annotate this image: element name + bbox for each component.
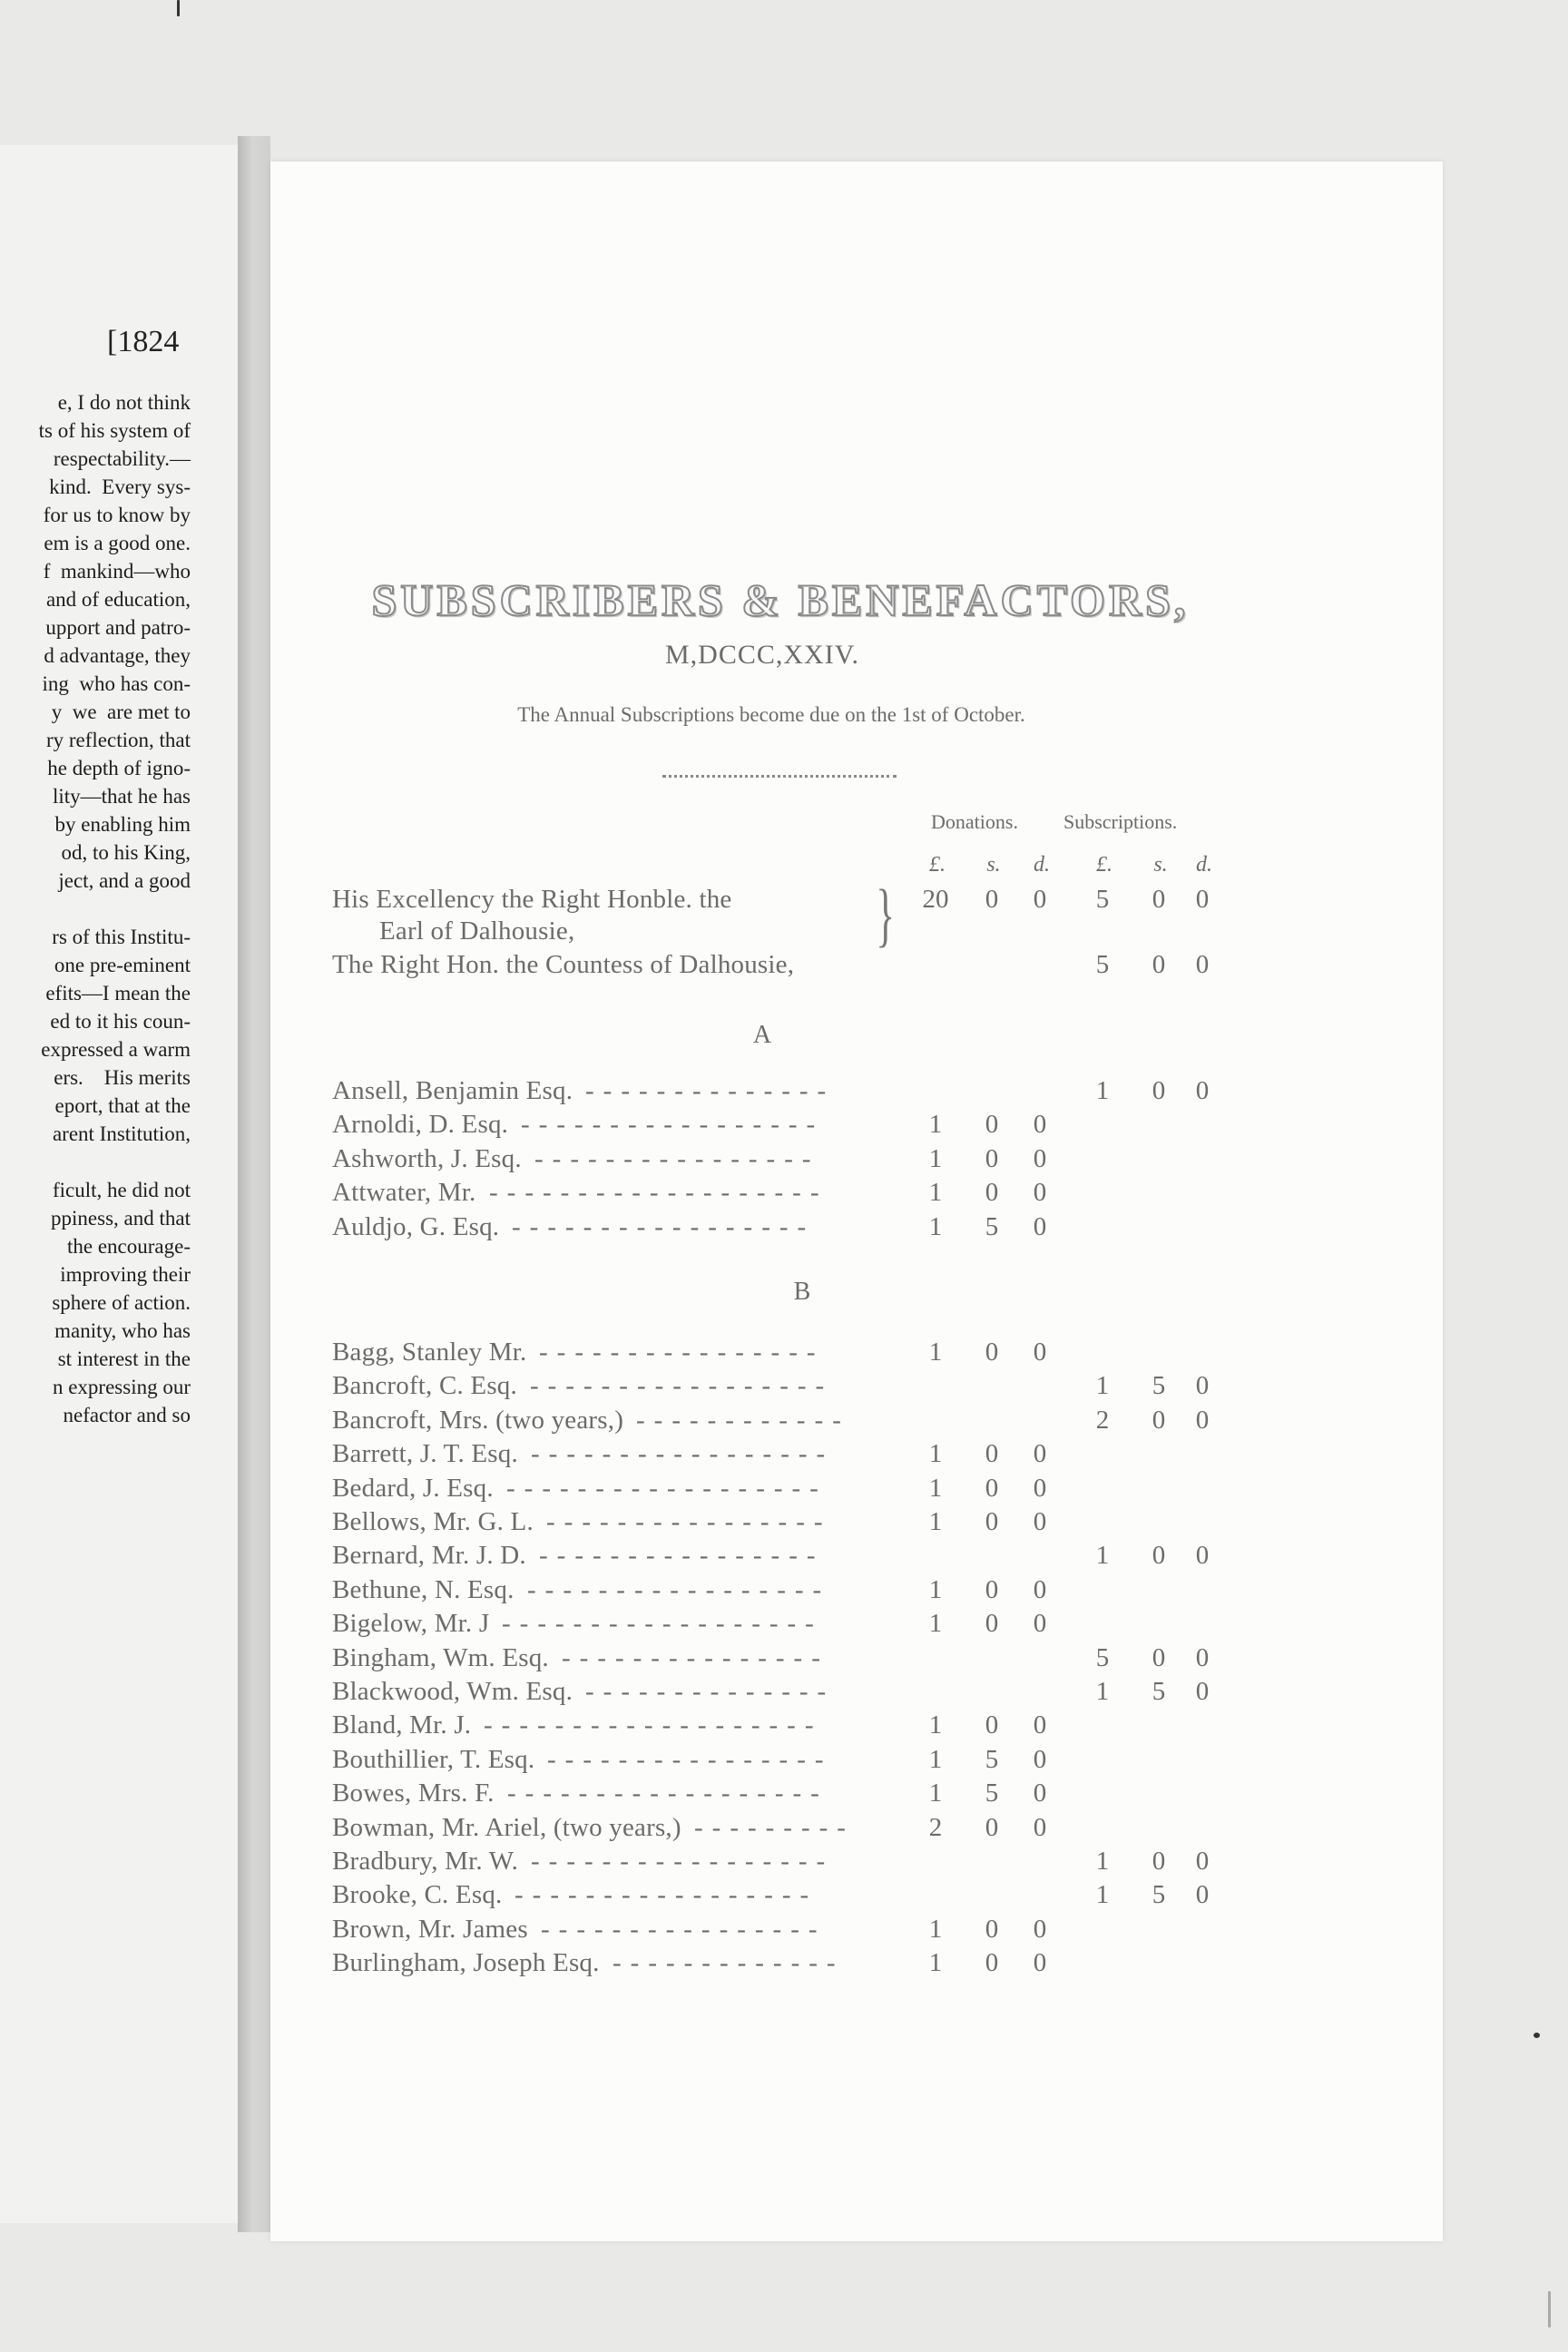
donation-shillings: 0	[985, 1507, 999, 1536]
donation-pounds: 1	[928, 1948, 943, 1977]
subscriber-name: Brooke, C. Esq.	[332, 1880, 503, 1909]
subscriber-name: Ansell, Benjamin Esq.	[332, 1076, 573, 1105]
table-row	[0, 1076, 1568, 1110]
film-speck	[1548, 2291, 1551, 2328]
subscriber-name: Bingham, Wm. Esq.	[332, 1643, 549, 1672]
donation-pounds: 1	[928, 1338, 943, 1367]
table-row	[0, 1745, 1568, 1779]
subscriber-name: Brown, Mr. James	[332, 1915, 528, 1944]
table-row	[0, 1677, 1568, 1710]
dot-leaders: ------------------	[506, 1474, 828, 1503]
donation-pounds: 1	[928, 1507, 943, 1536]
donation-pence: 0	[1033, 1710, 1047, 1740]
left-page-header: [1824	[107, 325, 180, 358]
dot-leaders: -----------------	[531, 1847, 835, 1876]
subscription-pence: 0	[1195, 1643, 1210, 1672]
donation-pounds: 20	[922, 885, 949, 914]
donation-pence: 0	[1033, 1439, 1047, 1468]
donation-pounds: 1	[928, 1110, 943, 1139]
donations-shilling-header: s.	[986, 853, 1001, 877]
dot-leaders: ------------------	[502, 1609, 823, 1638]
dot-leaders: -------------------	[484, 1710, 823, 1740]
dot-leaders: ----------------	[541, 1915, 827, 1944]
subscriber-name: Burlingham, Joseph Esq.	[332, 1948, 600, 1977]
subscriber-name: Blackwood, Wm. Esq.	[332, 1677, 573, 1706]
section-letter-b: B	[793, 1278, 811, 1306]
subscription-pounds: 1	[1095, 1541, 1110, 1570]
subscriber-name: Bernard, Mr. J. D.	[332, 1541, 526, 1570]
donation-shillings: 0	[985, 885, 999, 914]
subscription-shillings: 0	[1152, 1847, 1166, 1876]
subscriber-name: Barrett, J. T. Esq.	[332, 1439, 518, 1468]
donation-shillings: 5	[985, 1779, 999, 1808]
table-row	[0, 1643, 1568, 1677]
dot-leaders: -----------------	[527, 1575, 831, 1604]
donation-pounds: 1	[928, 1710, 943, 1740]
donation-shillings: 0	[985, 1915, 999, 1944]
subscriptions-shilling-header: s.	[1153, 853, 1168, 877]
subscription-pounds: 1	[1095, 1371, 1110, 1400]
subscription-pence: 0	[1195, 950, 1210, 979]
table-row	[0, 1110, 1568, 1143]
dot-leaders: ----------------	[546, 1507, 832, 1536]
dot-leaders: ----------------	[534, 1144, 820, 1173]
donation-pence: 0	[1033, 1110, 1047, 1139]
subscriber-name: Ashworth, J. Esq.	[332, 1144, 522, 1173]
donation-pence: 0	[1033, 1575, 1047, 1604]
subscriber-name: The Right Hon. the Countess of Dalhousie,	[332, 950, 795, 979]
donation-pence: 0	[1033, 1745, 1047, 1774]
donations-header: Donations.	[931, 810, 1018, 833]
table-row	[0, 1507, 1568, 1541]
subscriber-name: Bancroft, C. Esq.	[332, 1371, 517, 1400]
page-year: M,DCCC,XXIV.	[665, 640, 859, 670]
table-row	[0, 950, 1568, 984]
donation-pence: 0	[1033, 885, 1047, 914]
dot-leaders: --------------	[585, 1677, 836, 1706]
dot-leaders: -----------------	[521, 1110, 825, 1139]
table-row	[0, 1880, 1568, 1914]
subscription-shillings: 5	[1152, 1677, 1166, 1706]
donation-pence: 0	[1033, 1915, 1047, 1944]
donation-shillings: 5	[985, 1745, 999, 1774]
dot-leaders: ------------------	[507, 1779, 828, 1808]
table-row	[0, 1212, 1568, 1246]
page-title: SUBSCRIBERS & BENEFACTORS,	[371, 574, 1190, 625]
donation-pounds: 1	[928, 1609, 943, 1638]
subscriber-name: Attwater, Mr.	[332, 1178, 476, 1207]
dot-leaders: ------------	[636, 1406, 850, 1435]
table-row	[0, 1948, 1568, 1982]
donation-shillings: 0	[985, 1474, 999, 1503]
dot-leaders: ----------------	[547, 1745, 833, 1774]
dot-leaders: -----------------	[530, 1371, 834, 1400]
subscriber-name: Bethune, N. Esq.	[332, 1575, 514, 1604]
subscription-pence: 0	[1195, 1880, 1210, 1909]
subscription-pence: 0	[1195, 1541, 1210, 1570]
left-page-text: e, I do not think ts of his system of respectability.— kind. Every sys- for us to know by em is a good one. f mankind—who and of education, upport and patro- d advantage, they ing who has con- y we are met to ry reflection, that he depth of igno- lity—that he has by enabling him od, to his King, ject, and a good rs of this Institu- one pre-eminent efits—I mean the ed to it his coun- expressed a warm ers. His merits eport, that at the arent Institution, ficult, he did not ppiness, and that the encourage- improving their sphere of action. manity, who has st interest in the n expressing our nefactor and so	[38, 391, 191, 1426]
subscriber-name: Bancroft, Mrs. (two years,)	[332, 1406, 624, 1435]
donation-pounds: 1	[928, 1474, 943, 1503]
donation-pence: 0	[1033, 1813, 1047, 1842]
subscription-shillings: 0	[1152, 1643, 1166, 1672]
donation-pounds: 1	[928, 1779, 943, 1808]
dot-leaders: ---------------	[562, 1643, 829, 1672]
donation-pence: 0	[1033, 1948, 1047, 1977]
table-row	[0, 1813, 1568, 1847]
table-row	[0, 1371, 1568, 1405]
dot-leaders: -------------------	[489, 1178, 828, 1207]
subscription-pounds: 1	[1095, 1847, 1110, 1876]
subscription-pounds: 1	[1095, 1880, 1110, 1909]
donation-pence: 0	[1033, 1609, 1047, 1638]
subscriber-name: Arnoldi, D. Esq.	[332, 1110, 509, 1139]
subscription-pence: 0	[1195, 1076, 1210, 1105]
donation-shillings: 0	[985, 1338, 999, 1367]
donation-shillings: 0	[985, 1710, 999, 1740]
donation-shillings: 0	[985, 1609, 999, 1638]
table-row	[0, 1144, 1568, 1178]
subscription-shillings: 5	[1152, 1371, 1166, 1400]
donation-shillings: 0	[985, 1575, 999, 1604]
donation-pounds: 1	[928, 1212, 943, 1241]
donation-pence: 0	[1033, 1338, 1047, 1367]
subscriptions-pound-header: £.	[1096, 853, 1112, 877]
dot-leaders: ----------------	[539, 1541, 825, 1570]
donations-pence-header: d.	[1034, 853, 1050, 877]
subscriber-name: Bowes, Mrs. F.	[332, 1779, 495, 1808]
subscription-pence: 0	[1195, 1677, 1210, 1706]
subscription-pence: 0	[1195, 1371, 1210, 1400]
subscriber-name: Bigelow, Mr. J	[332, 1609, 490, 1638]
film-speck	[1534, 2033, 1540, 2038]
dot-leaders: -----------------	[512, 1212, 816, 1241]
donation-shillings: 0	[985, 1110, 999, 1139]
donation-pence: 0	[1033, 1178, 1047, 1207]
donation-pounds: 1	[928, 1915, 943, 1944]
donation-pence: 0	[1033, 1474, 1047, 1503]
donation-pounds: 1	[928, 1178, 943, 1207]
ornamental-divider	[662, 775, 897, 778]
subscriptions-header: Subscriptions.	[1063, 810, 1178, 833]
subscription-pounds: 2	[1095, 1406, 1110, 1435]
section-letter-a: A	[752, 1021, 772, 1049]
dot-leaders: ----------------	[539, 1338, 825, 1367]
dot-leaders: -----------------	[514, 1880, 818, 1909]
donation-shillings: 0	[985, 1178, 999, 1207]
table-row	[0, 1609, 1568, 1642]
donation-shillings: 0	[985, 1948, 999, 1977]
donation-shillings: 0	[985, 1439, 999, 1468]
table-row	[0, 1338, 1568, 1371]
donation-pounds: 1	[928, 1745, 943, 1774]
table-row	[0, 1847, 1568, 1880]
table-row	[0, 1575, 1568, 1609]
dot-leaders: -----------------	[531, 1439, 835, 1468]
subscriber-name: Bowman, Mr. Ariel, (two years,)	[332, 1813, 681, 1842]
donation-pence: 0	[1033, 1779, 1047, 1808]
subscriber-name: Auldjo, G. Esq.	[332, 1212, 500, 1241]
subscription-pounds: 5	[1095, 1643, 1110, 1672]
subscriber-name: Bagg, Stanley Mr.	[332, 1338, 527, 1367]
table-row	[0, 1915, 1568, 1948]
donations-pound-header: £.	[929, 853, 946, 877]
subscription-pence: 0	[1195, 885, 1210, 914]
table-row	[0, 1439, 1568, 1473]
donation-pounds: 2	[928, 1813, 943, 1842]
dot-leaders: -------------	[612, 1948, 845, 1977]
subscriber-name: Bradbury, Mr. W.	[332, 1847, 519, 1876]
table-row	[0, 1406, 1568, 1439]
table-row-continuation	[0, 916, 1568, 950]
table-row	[0, 1710, 1568, 1744]
subscription-pounds: 1	[1095, 1076, 1110, 1105]
subscription-shillings: 0	[1152, 885, 1166, 914]
subscription-shillings: 5	[1152, 1880, 1166, 1909]
donation-pence: 0	[1033, 1144, 1047, 1173]
donation-pence: 0	[1033, 1507, 1047, 1536]
subscriber-name-continued: Earl of Dalhousie,	[379, 916, 575, 946]
subscription-shillings: 0	[1152, 1541, 1166, 1570]
subscription-pounds: 1	[1095, 1677, 1110, 1706]
subscription-pounds: 5	[1095, 950, 1110, 979]
donation-pence: 0	[1033, 1212, 1047, 1241]
subscriber-name: Bedard, J. Esq.	[332, 1474, 494, 1503]
subscriber-name: Bellows, Mr. G. L.	[332, 1507, 534, 1536]
subscription-notice: The Annual Subscriptions become due on the 1st of October.	[517, 703, 1025, 726]
donation-shillings: 5	[985, 1212, 999, 1241]
film-speck	[177, 0, 180, 16]
table-row	[0, 885, 1568, 918]
subscriber-name: Bland, Mr. J.	[332, 1710, 472, 1740]
subscription-shillings: 0	[1152, 1076, 1166, 1105]
subscription-shillings: 0	[1152, 950, 1166, 979]
table-row	[0, 1541, 1568, 1574]
patron-brace: }	[876, 875, 896, 954]
table-row	[0, 1474, 1568, 1507]
subscriber-name: Bouthillier, T. Esq.	[332, 1745, 535, 1774]
donation-pounds: 1	[928, 1575, 943, 1604]
subscription-pence: 0	[1195, 1847, 1210, 1876]
table-row	[0, 1779, 1568, 1812]
table-row	[0, 1178, 1568, 1211]
donation-pounds: 1	[928, 1439, 943, 1468]
donation-shillings: 0	[985, 1144, 999, 1173]
subscription-shillings: 0	[1152, 1406, 1166, 1435]
dot-leaders: --------------	[585, 1076, 836, 1105]
donation-pounds: 1	[928, 1144, 943, 1173]
donation-shillings: 0	[985, 1813, 999, 1842]
subscriber-name: His Excellency the Right Honble. the	[332, 885, 732, 914]
subscription-pounds: 5	[1095, 885, 1110, 914]
subscription-pence: 0	[1195, 1406, 1210, 1435]
subscriptions-pence-header: d.	[1196, 853, 1212, 877]
dot-leaders: ---------	[694, 1813, 855, 1842]
